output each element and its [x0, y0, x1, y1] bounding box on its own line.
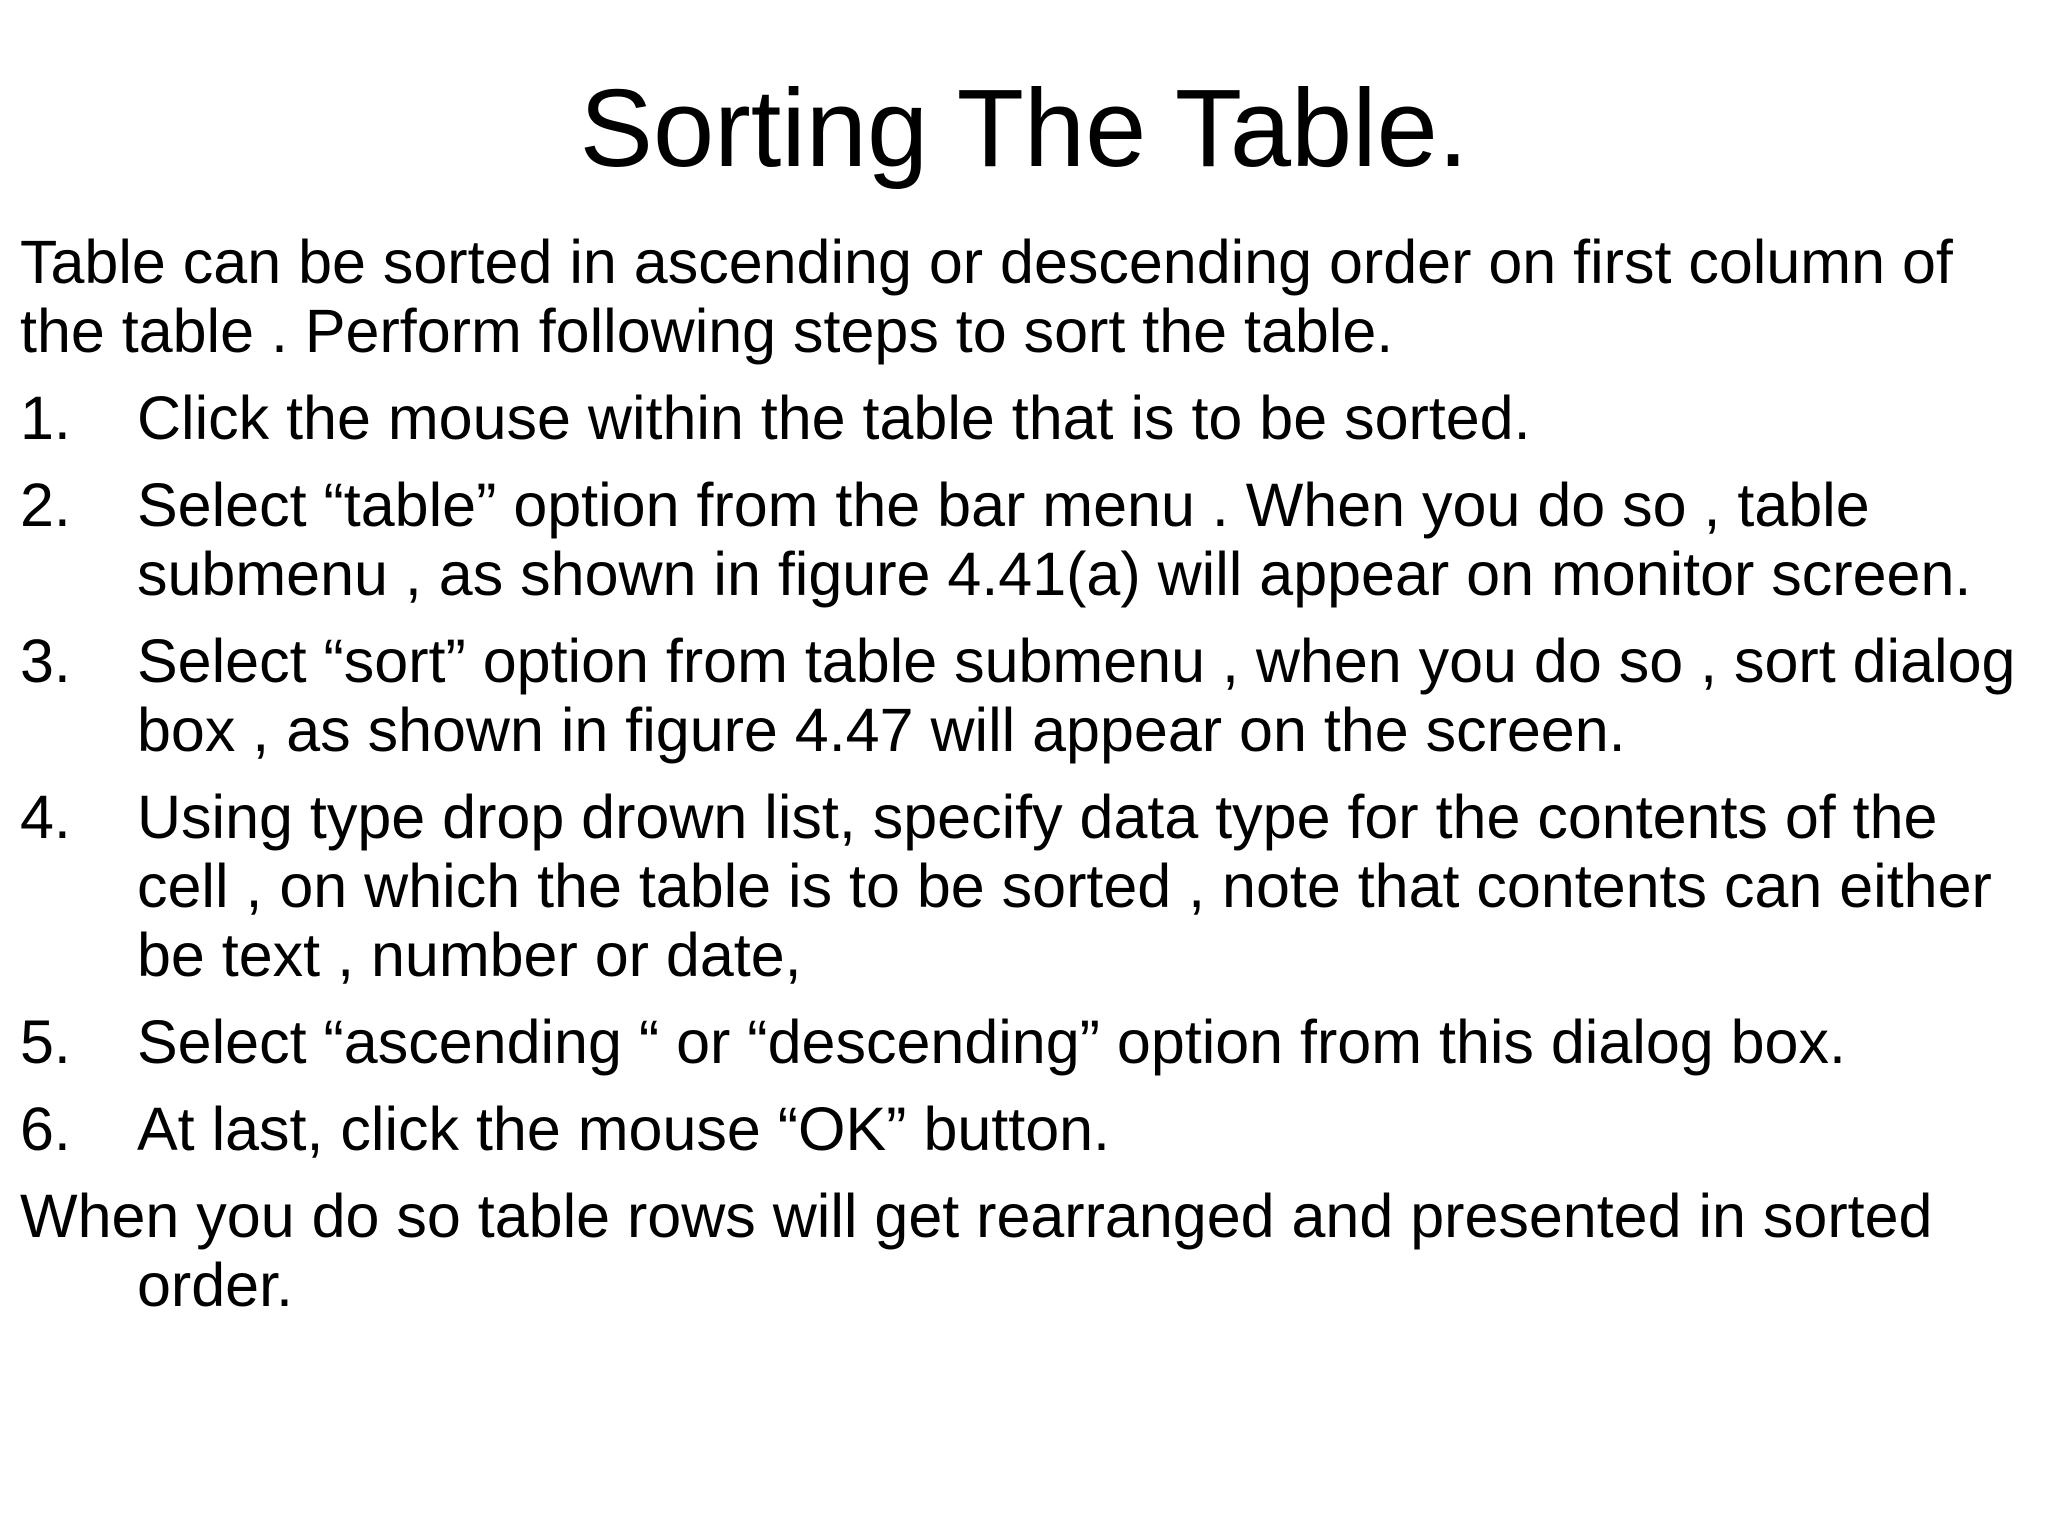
step-item: [20, 627, 2030, 765]
step-number: 2.: [20, 471, 71, 539]
step-item: [20, 1095, 2030, 1164]
steps-list: [20, 384, 2030, 1164]
step-text: Click the mouse within the table that is to be sorted.: [137, 384, 1531, 452]
slide-title: Sorting The Table.: [579, 67, 1469, 190]
step-number: 1.: [20, 384, 71, 452]
outro-paragraph: When you do so table rows will get rearranged and presented in sorted order.: [20, 1182, 1933, 1319]
step-number: 5.: [20, 1008, 71, 1076]
step-item: [20, 1008, 2030, 1077]
step-text: At last, click the mouse “OK” button.: [137, 1095, 1110, 1163]
step-text: Using type drop drown list, specify data type for the contents of the cell , on which the table is to be sorted , note that contents can either be text , number or date,: [137, 783, 1992, 989]
slide-body: [20, 228, 2030, 1320]
step-number: 6.: [20, 1095, 71, 1163]
step-item: [20, 471, 2030, 609]
step-text: Select “sort” option from table submenu , when you do so , sort dialog box , as shown in figure 4.47 will appear on the screen.: [137, 627, 2016, 764]
step-number: 4.: [20, 783, 71, 851]
step-item: [20, 783, 2030, 990]
step-text: Select “table” option from the bar menu . When you do so , table submenu , as shown in figure 4.41(a) will appear on monitor screen.: [137, 471, 1972, 608]
intro-paragraph: Table can be sorted in ascending or descending order on first column of the table . Perform following steps to sort the table.: [20, 228, 1953, 365]
step-text: Select “ascending “ or “descending” option from this dialog box.: [137, 1008, 1846, 1076]
step-item: [20, 384, 2030, 453]
step-number: 3.: [20, 627, 71, 695]
